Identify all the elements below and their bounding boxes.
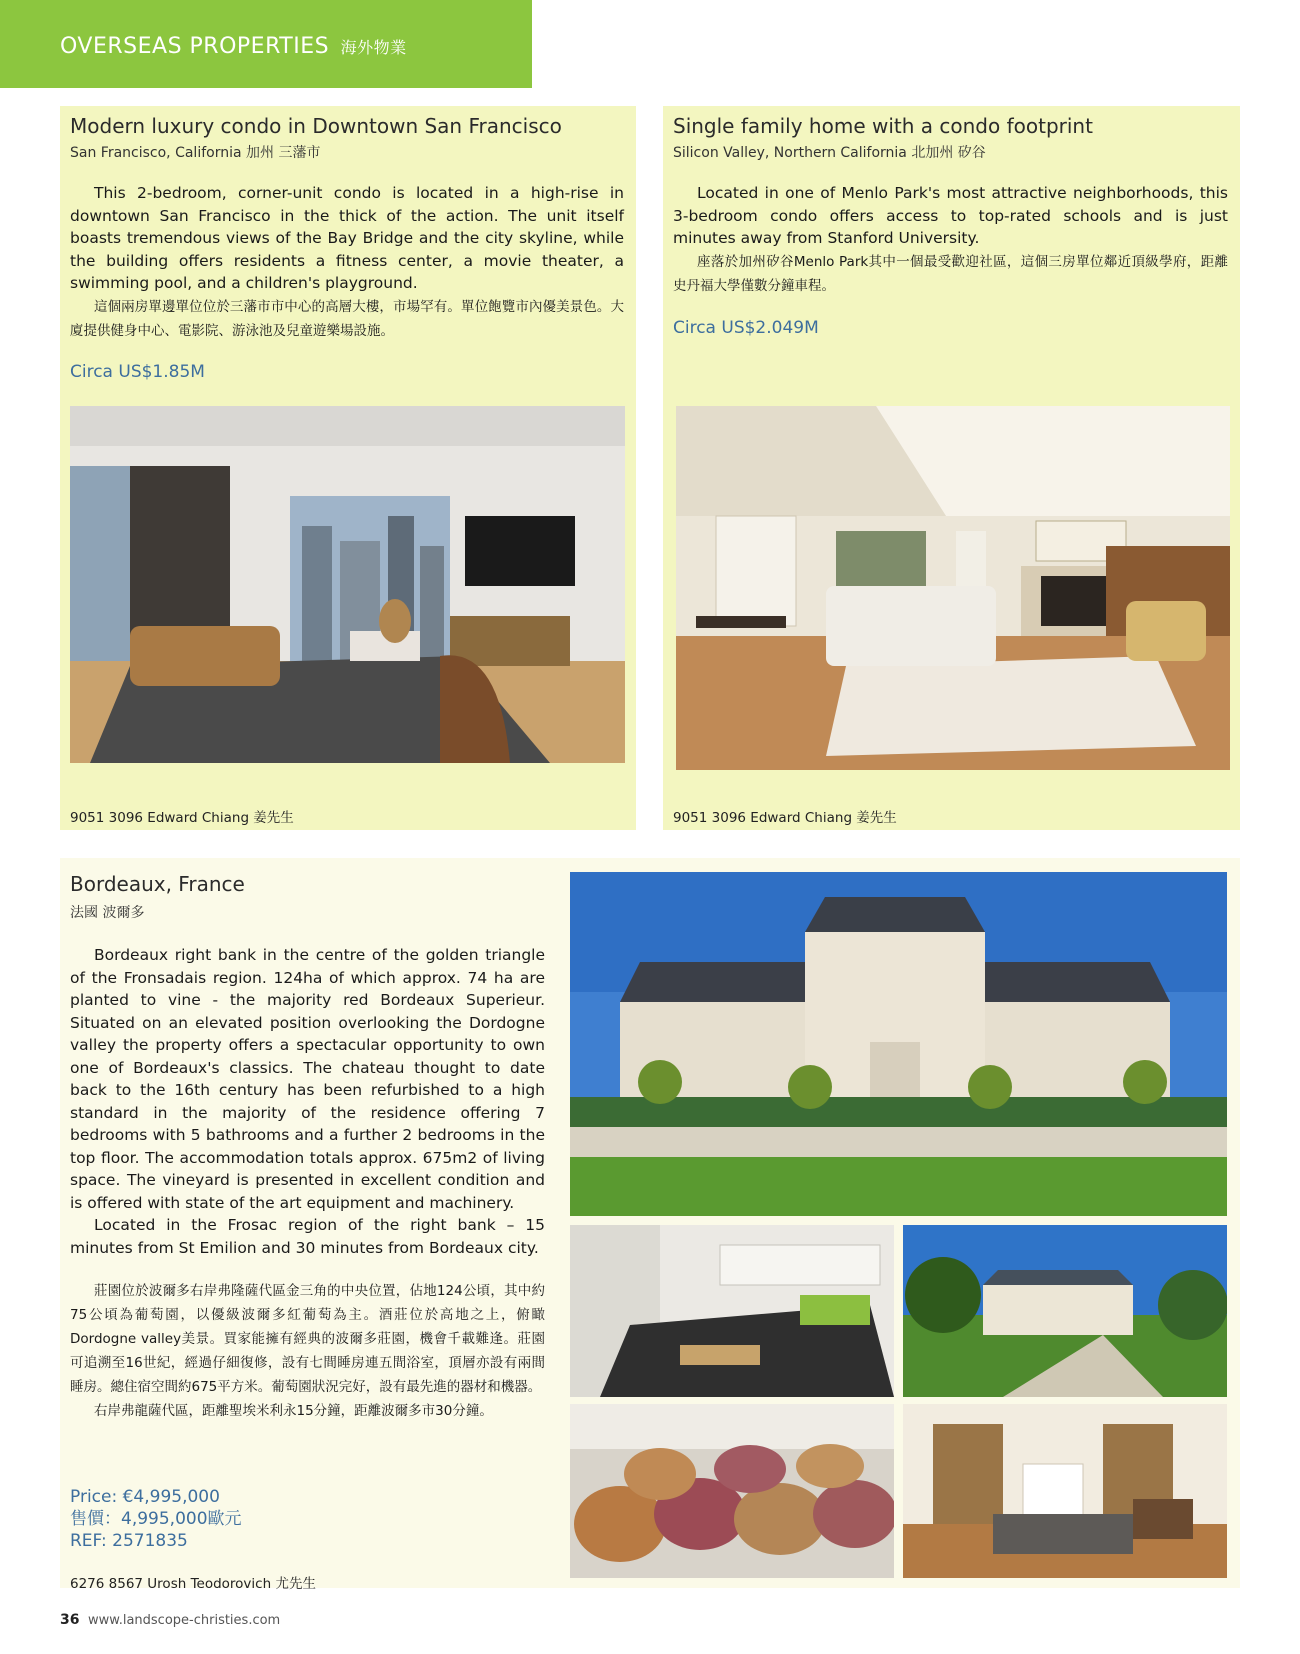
chateau-garden-photo [903,1225,1227,1397]
price-zh: 售價：4,995,000歐元 [70,1509,242,1529]
description-en-2: Located in the Frosac region of the right bank – 15 minutes from St Emilion and 30 minutes from Bordeaux city. [70,1216,545,1257]
section-title [60,34,407,59]
listing-description [70,944,545,1423]
description-zh: 這個兩房單邊單位位於三藩市市中心的高層大樓，市場罕有。單位飽覽市內優美景色。大廈提供健身中心、電影院、游泳池及兒童遊樂場設施。 [70,298,624,339]
listing-location: Silicon Valley, Northern California 北加州 矽谷 [673,145,986,161]
page-number: 36 [60,1612,80,1628]
chateau-exterior-photo [570,872,1227,1216]
listing-contact: 6276 8567 Urosh Teodorovich 尤先生 [70,1576,316,1592]
listing-title: Bordeaux, France [70,872,245,896]
wine-cellar-photo [570,1404,894,1578]
kitchen-photo [570,1225,894,1397]
living-room-library-photo [903,1404,1227,1578]
price-en: Price: €4,995,000 [70,1487,220,1507]
family-room-photo [676,406,1230,770]
listing-location: San Francisco, California 加州 三藩市 [70,145,321,161]
description-en: Located in one of Menlo Park's most attractive neighborhoods, this 3-bedroom condo offers access to top-rated schools and is just minutes away from Stanford University. [673,184,1228,247]
listing-price: Circa US$2.049M [673,318,819,338]
listing-card-bordeaux [60,858,1240,1592]
description-zh-2: 右岸弗龍薩代區，距離聖埃米利永15分鐘，距離波爾多市30分鐘。 [94,1403,493,1419]
listing-price-block [70,1486,242,1552]
listing-card-silicon-valley [663,106,1240,830]
description-zh-1: 莊園位於波爾多右岸弗隆薩代區金三角的中央位置，佔地124公頃，其中約75公頃為葡萄園，以優級波爾多紅葡萄為主。酒莊位於高地之上，俯瞰Dordogne valley美景。買家能擁有經典的波爾多莊園，機會千載難逢。莊園可追溯至16世紀，經過仔細復修，設有七間睡房連五間浴室，頂層亦設有兩間睡房。總住宿空間約675平方米。葡萄園狀況完好，設有最先進的器材和機器。 [70,1283,545,1395]
reference-number: REF: 2571835 [70,1531,188,1551]
description-zh: 座落於加州矽谷Menlo Park其中一個最受歡迎社區，這個三房單位鄰近頂級學府，距離史丹福大學僅數分鐘車程。 [673,253,1228,294]
description-en: This 2-bedroom, corner-unit condo is located in a high-rise in downtown San Francisco in the thick of the action. The unit itself boasts tremendous views of the Bay Bridge and the city skyline, while the building offers residents a fitness center, a movie theater, a swimming pool, and a children's playground. [70,184,624,292]
listing-description [673,182,1228,298]
listing-card-san-francisco [60,106,636,830]
listing-description [70,182,624,343]
listing-contact: 9051 3096 Edward Chiang 姜先生 [70,810,294,826]
listing-contact: 9051 3096 Edward Chiang 姜先生 [673,810,897,826]
section-title-zh: 海外物業 [340,38,407,57]
listing-title: Modern luxury condo in Downtown San Francisco [70,114,562,138]
section-header-band [0,0,532,88]
website-url[interactable]: www.landscope-christies.com [88,1613,281,1628]
description-en-1: Bordeaux right bank in the centre of the golden triangle of the Fronsadais region. 124ha of which approx. 74 ha are planted to vine - the majority red Bordeaux Superieur. Situated on an elevated position overlooking the Dordogne valley the property offers a spectacular opportunity to own one of Bordeaux's classics. The chateau thought to date back to the 16th century has been refurbished to a high standard in the majority of the residence offering 7 bedrooms with 5 bathrooms and a further 2 bedrooms in the top floor. The accommodation totals approx. 675m2 of living space. The vineyard is presented in excellent condition and is offered with state of the art equipment and machinery. [70,946,545,1212]
living-room-photo [70,406,625,763]
section-title-en: OVERSEAS PROPERTIES [60,34,330,59]
listing-title: Single family home with a condo footprint [673,114,1093,138]
listing-price: Circa US$1.85M [70,362,205,382]
listing-location: 法國 波爾多 [70,905,145,921]
